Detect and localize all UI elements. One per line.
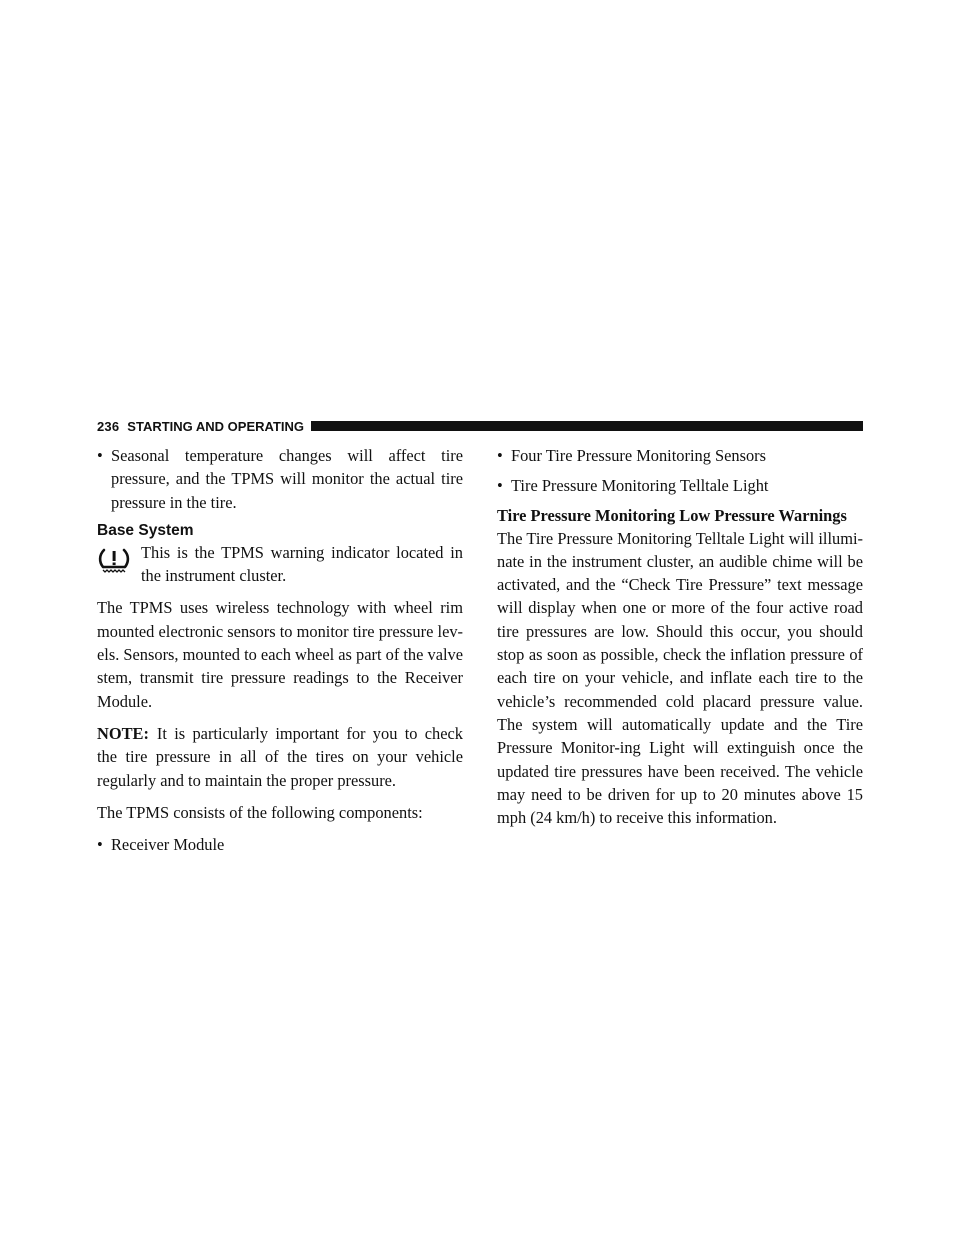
right-column — [497, 444, 863, 838]
paragraph: The TPMS consists of the following components: — [97, 802, 423, 822]
note-label: NOTE: — [97, 723, 149, 743]
bullet-dot: • — [97, 835, 103, 855]
list-item-text: Tire Pressure Monitoring Telltale Light — [511, 476, 769, 496]
subsection-heading: Tire Pressure Monitoring Low Pressure Warnings — [497, 505, 847, 525]
page-number: 236 — [97, 418, 120, 434]
list-item — [497, 474, 863, 497]
section-heading: Base System — [97, 521, 194, 539]
section-title: STARTING AND OPERATING — [127, 418, 304, 434]
paragraph: The Tire Pressure Monitoring Telltale Light will illumi-nate in the instrument cluster, an audible chime will be activated, and the “Check Tire Pressure” text message will display when one or more of the four active road tire pressures are low. Should this occur, you should stop as soon as possible, check the inflation pressure of each tire on your vehicle, and inflate each tire to the vehicle’s recommended cold placard pressure value. The system will automatically update and the Tire Pressure Monitor-ing Light will extinguish once the updated tire pressures have been received. The vehicle may need to be driven for up to 20 minutes above 15 mph (24 km/h) to receive this information. — [497, 528, 863, 828]
list-item-text: Four Tire Pressure Monitoring Sensors — [511, 446, 766, 465]
list-item — [97, 833, 463, 856]
indicator-description — [97, 541, 463, 588]
left-column — [97, 444, 463, 863]
bullet-dot: • — [497, 446, 503, 465]
bullet-dot: • — [497, 476, 503, 496]
tpms-warning-icon — [97, 541, 141, 588]
list-item — [497, 444, 863, 467]
page-header — [97, 417, 863, 435]
note-paragraph — [97, 722, 463, 792]
header-rule — [311, 421, 863, 431]
list-item — [97, 444, 463, 514]
bullet-dot: • — [97, 446, 103, 465]
indicator-text: This is the TPMS warning indicator located in the instrument cluster. — [141, 542, 463, 586]
list-item-text: Receiver Module — [111, 835, 225, 855]
list-item-text: Seasonal temperature changes will affect tire pressure, and the TPMS will monitor the actual tire pressure in the tire. — [111, 446, 463, 512]
note-text: It is particularly important for you to check the tire pressure in all of the tires on your vehicle regularly and to maintain the proper pressure. — [97, 723, 463, 790]
paragraph: The TPMS uses wireless technology with wheel rim mounted electronic sensors to monitor tire pressure lev-els. Sensors, mounted to each wheel as part of the valve stem, transmit tire pressure readings to the Receiver Module. — [97, 598, 463, 711]
